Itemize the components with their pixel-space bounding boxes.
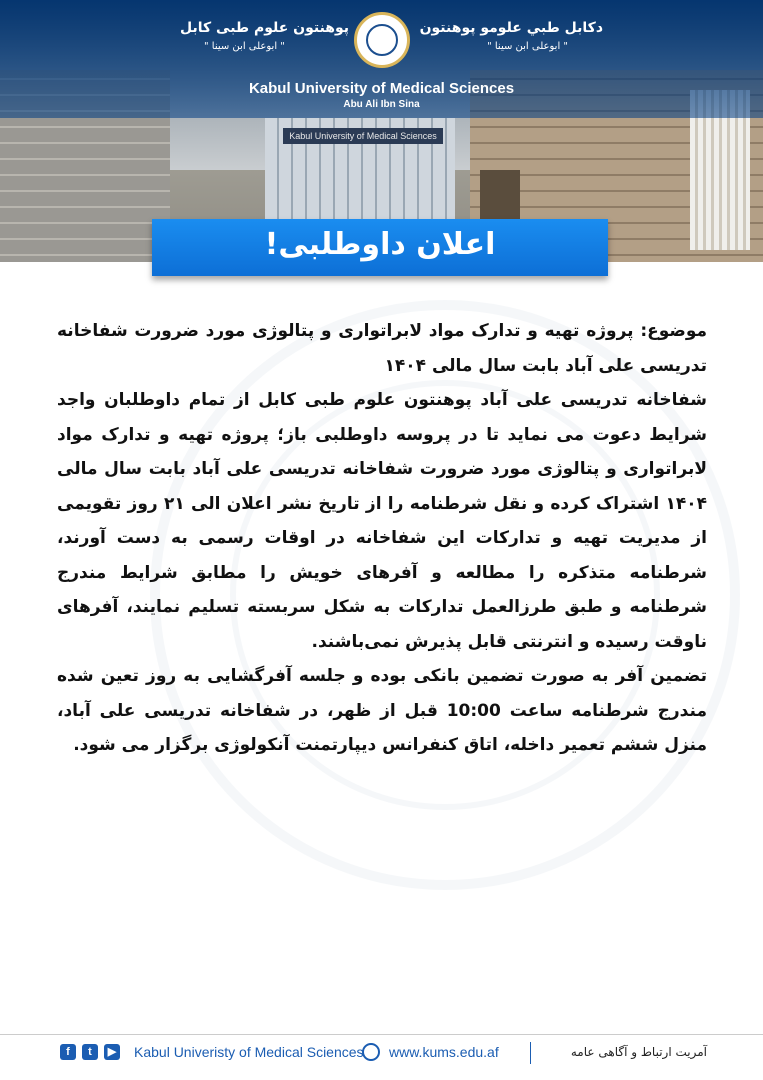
university-subtitle-english: Abu Ali Ibn Sina: [343, 99, 420, 110]
subject-paragraph: موضوع: پروژه تهیه و تدارک مواد لابراتواری و پتالوژی مورد ضرورت شفاخانه تدریسی علی آباد بابت سال مالی ۱۴۰۴: [57, 321, 707, 376]
announcement-title: اعلان داوطلبی!: [264, 227, 496, 262]
footer-website-link[interactable]: www.kums.edu.af: [389, 1044, 499, 1060]
invitation-paragraph: شفاخانه تدریسی علی آباد پوهنتون علوم طبی کابل از تمام داوطلبان واجد شرایط دعوت می نماید تا در پروسه داوطلبی باز؛ پروژه تهیه و تدارک مواد لابراتواری و پتالوژی مورد ضرورت شفاخانه تدریسی علی آباد بابت سال مالی ۱۴۰۴ اشتراک کرده و نقل شرطنامه را از تاریخ نشر اعلان الی ۲۱ روز تقویمی از مدیریت تهیه و تدارکات این شفاخانه در اوقات رسمی به دست آورند، شرطنامه متذکره را مطالعه و آفرهای خویش را مطابق شرایط مندرج شرطنامه و طبق طرزالعمل تدارکات به شکل سربسته تسلیم نمایند، آفرهای ناوقت رسیده و انترنتی قابل پذیرش نمی‌باشند.: [57, 390, 707, 652]
university-name-english: Kabul University of Medical Sciences: [248, 80, 515, 97]
announcement-banner: [152, 219, 608, 276]
footer-university-name: Kabul Univeristy of Medical Sciences: [134, 1044, 364, 1060]
globe-icon: [362, 1043, 380, 1061]
university-name-dari: پوهنتون علوم طبی کابل: [180, 20, 350, 36]
university-name-pashto: دکابل طبي علومو پوهنتون: [419, 20, 603, 36]
facebook-icon[interactable]: f: [60, 1044, 76, 1060]
building-sign: Kabul University of Medical Sciences: [283, 128, 443, 144]
seal-inner-ring: [366, 24, 398, 56]
footer: [0, 1038, 763, 1074]
twitter-icon[interactable]: t: [82, 1044, 98, 1060]
footer-separator: [530, 1042, 531, 1064]
youtube-icon[interactable]: ▶: [104, 1044, 120, 1060]
university-subtitle-pashto: " ابوعلی ابن سینا ": [487, 41, 568, 52]
announcement-body: [57, 314, 707, 763]
university-seal-logo: [354, 12, 410, 68]
footer-department: آمریت ارتباط و آگاهی عامه: [570, 1045, 707, 1059]
bid-opening-paragraph: تضمین آفر به صورت تضمین بانکی بوده و جلسه آفرگشایی به روز تعین شده مندرج شرطنامه ساعت 10:00 قبل از ظهر، در شفاخانه تدریسی علی آباد، منزل ششم تعمیر داخله، اتاق کنفرانس دیپارتمنت آنکولوژی برگزار می شود.: [57, 666, 707, 755]
university-subtitle-dari: " ابوعلی ابن سینا ": [204, 41, 285, 52]
footer-divider: [0, 1034, 763, 1035]
